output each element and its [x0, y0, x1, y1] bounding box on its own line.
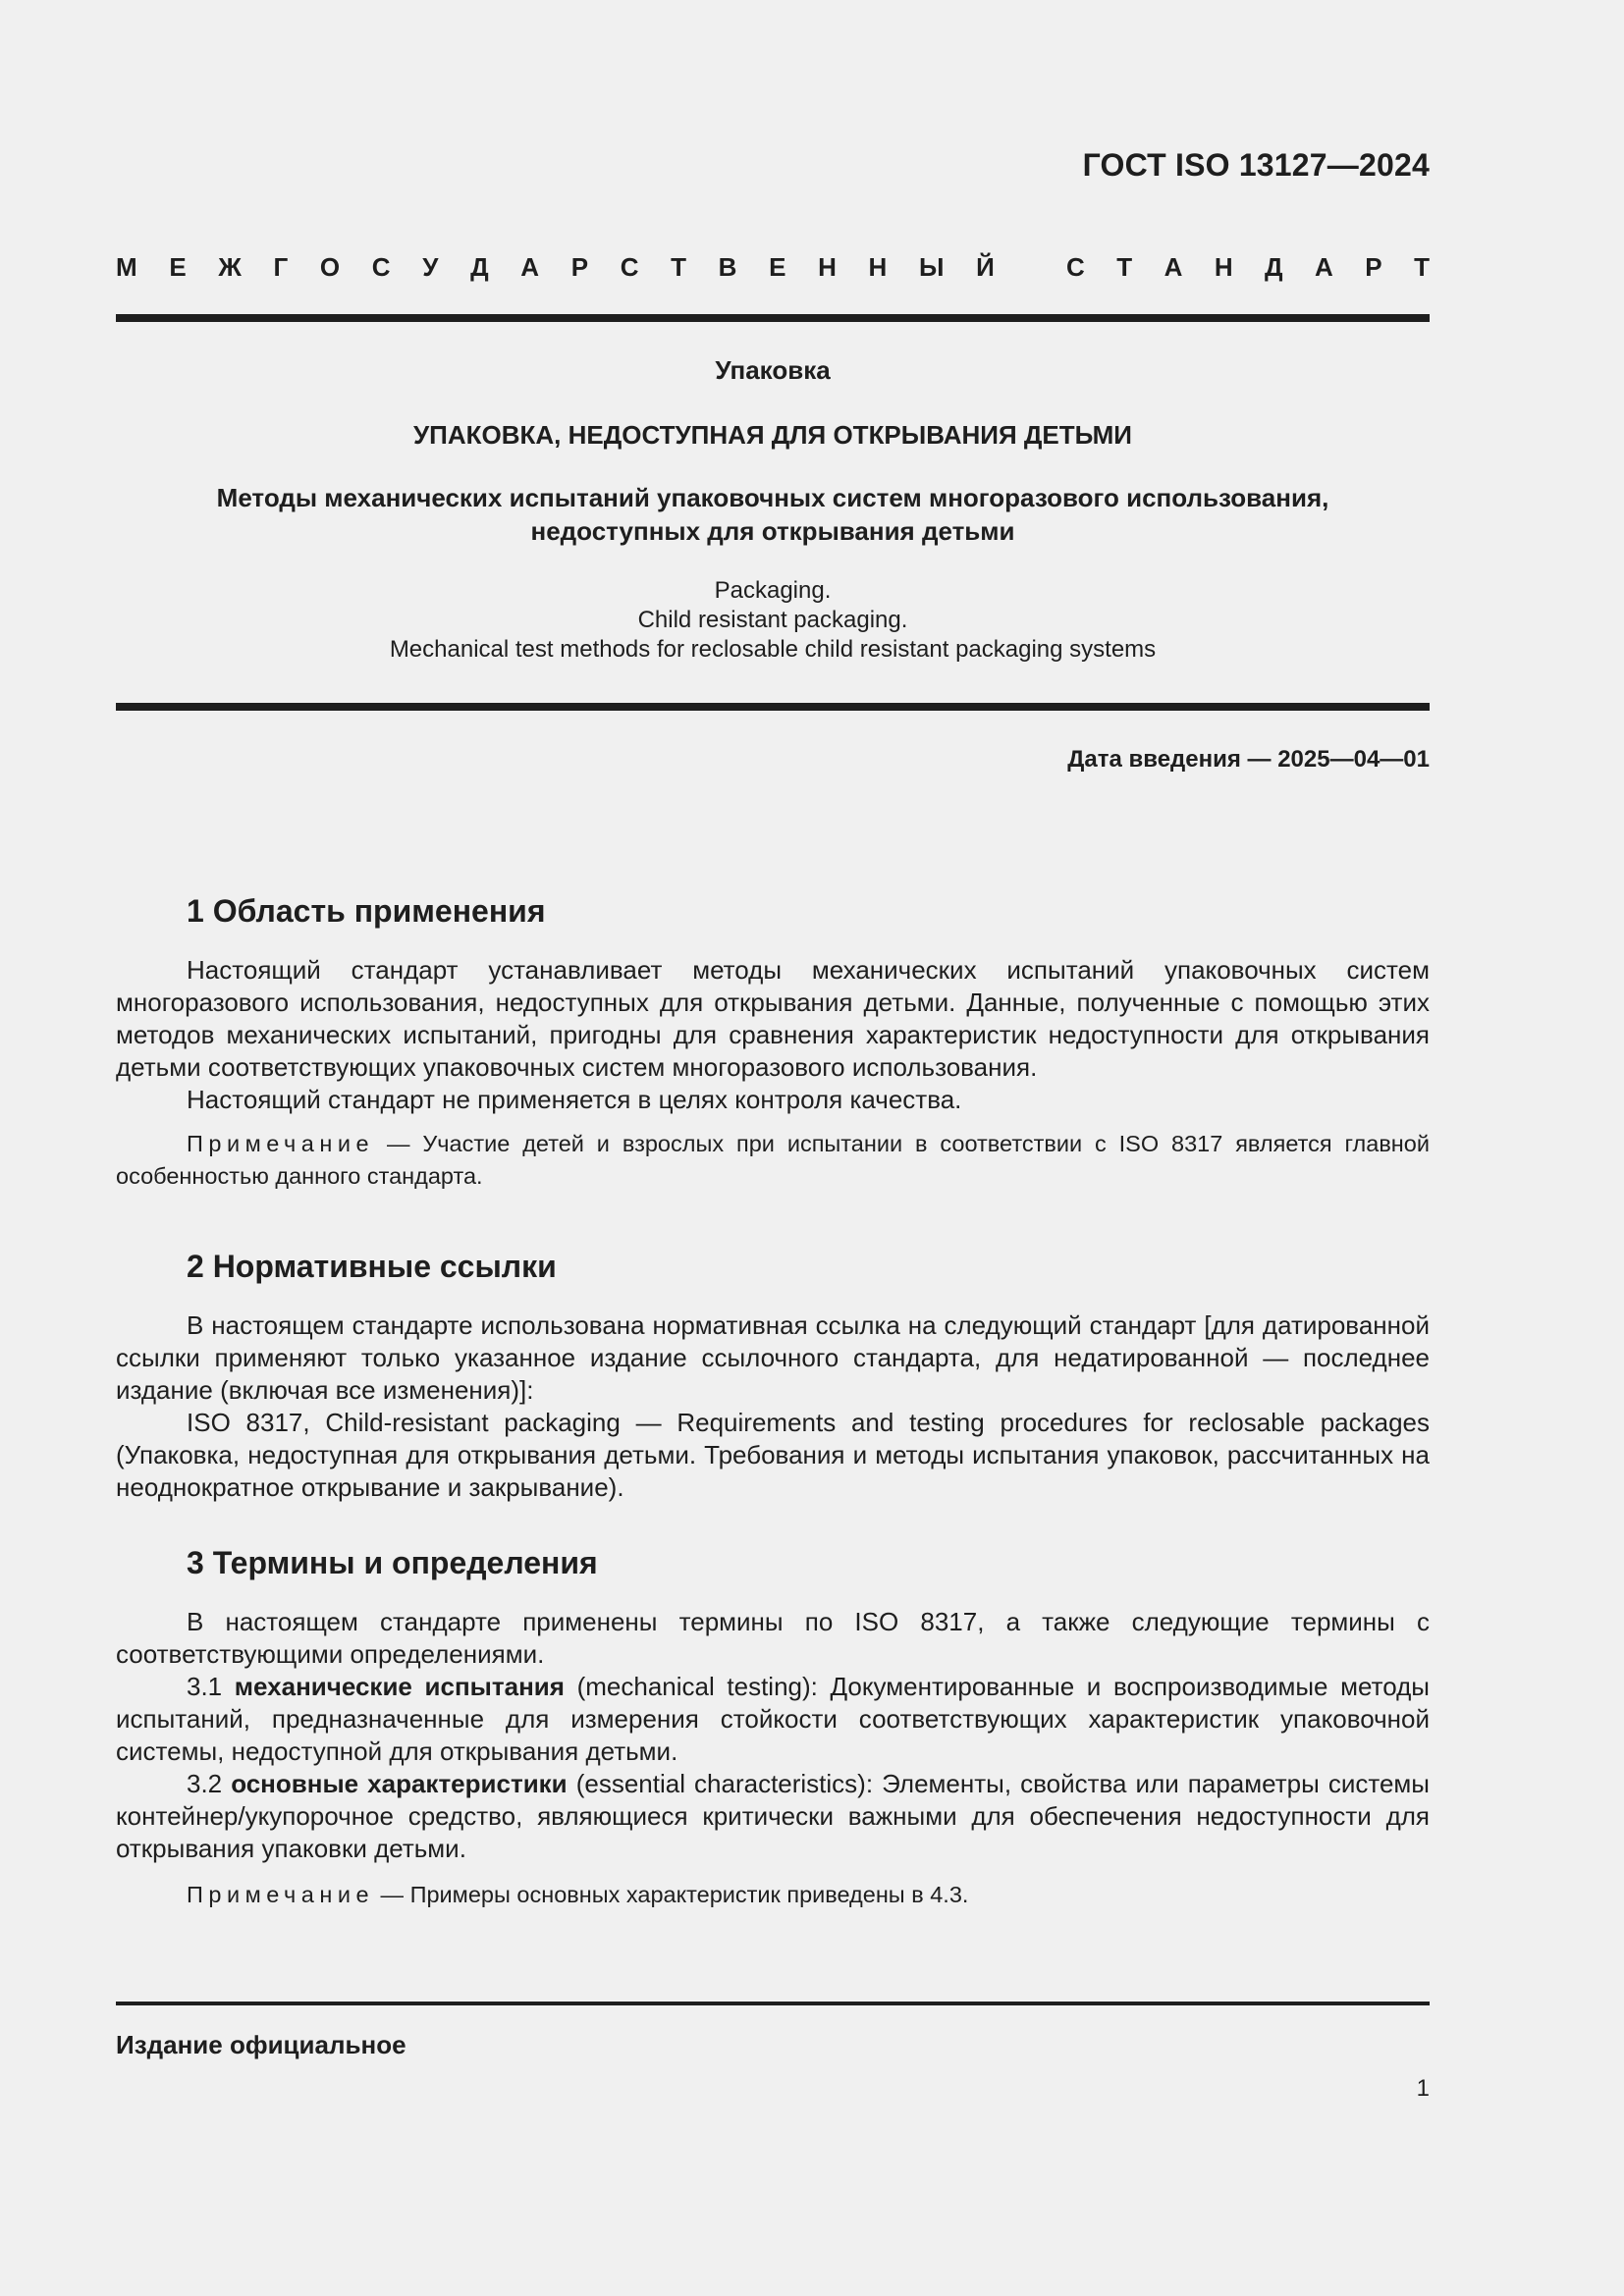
category-word-2	[1066, 252, 1430, 283]
category-letter: Е	[769, 252, 786, 282]
category-letter: С	[620, 252, 639, 282]
title-line-3a: Методы механических испытаний упаковочных систем многоразового использования,	[216, 483, 1329, 512]
category-letter: Е	[169, 252, 187, 282]
section-1-paragraph-2: Настоящий стандарт не применяется в целях контроля качества.	[187, 1085, 962, 1114]
term-3-1-number: 3.1	[187, 1672, 235, 1701]
english-title	[116, 576, 1430, 665]
category-letter: Ы	[918, 252, 945, 282]
category-letter: А	[520, 252, 540, 282]
category-letter: Н	[868, 252, 888, 282]
category-letter: Р	[570, 252, 589, 282]
section-2-paragraph-2: ISO 8317, Child-resistant packaging — Requirements and testing procedures for reclosable packages (Упаковка, недоступная для открывания детьми. Требования и методы испытания упаковок, рассчитанных на неоднократное открывание и закрывание).	[116, 1408, 1430, 1502]
category-letter: Й	[976, 252, 995, 282]
section-3-heading: 3 Термины и определения	[187, 1545, 598, 1580]
category-letter: Д	[470, 252, 489, 282]
section-3-body	[116, 1606, 1430, 1865]
title-line-2: УПАКОВКА, НЕДОСТУПНАЯ ДЛЯ ОТКРЫВАНИЯ ДЕТЬМИ	[412, 420, 1132, 450]
term-3-1	[116, 1671, 1430, 1768]
category-letter: Т	[1414, 252, 1430, 282]
english-title-3: Mechanical test methods for reclosable child resistant packaging systems	[389, 636, 1157, 663]
title-line-1: Упаковка	[715, 355, 831, 385]
category-letter: Г	[273, 252, 289, 282]
term-3-2-definition: (essential characteristics): Элементы, свойства или параметры системы контейнер/укупорочное средство, являющиеся критически важными для обеспечения недоступности для открывания упаковки детьми.	[116, 1769, 1430, 1863]
category-letter: Н	[818, 252, 837, 282]
category-letter: Ж	[218, 252, 242, 282]
term-3-2	[116, 1768, 1430, 1865]
note-label: Примечание	[187, 1131, 375, 1156]
note-text: — Примеры основных характеристик приведены в 4.3.	[374, 1882, 969, 1907]
category-letter: С	[1066, 252, 1085, 282]
english-title-1: Packaging.	[714, 577, 832, 604]
category-letter: Д	[1265, 252, 1283, 282]
english-title-2: Child resistant packaging.	[637, 607, 908, 633]
section-1-paragraph-1: Настоящий стандарт устанавливает методы механических испытаний упаковочных систем многоразового использования, недоступных для открывания детьми. Данные, полученные с помощью этих методов механических испытаний, пригодны для сравнения характеристик недоступности для открывания детьми соответствующих упаковочных систем многоразового использования.	[116, 955, 1430, 1082]
note-label: Примечание	[187, 1882, 375, 1907]
section-2-heading: 2 Нормативные ссылки	[187, 1249, 557, 1284]
note-text: — Участие детей и взрослых при испытании в соответствии с ISO 8317 является главной особенностью данного стандарта.	[116, 1131, 1430, 1189]
category-letter: А	[1315, 252, 1333, 282]
title-rule	[116, 703, 1430, 711]
category-letter: Т	[1116, 252, 1133, 282]
category-letter: Р	[1365, 252, 1382, 282]
document-page	[116, 0, 1430, 2296]
category-letter: О	[319, 252, 341, 282]
footer-rule	[116, 2002, 1430, 2005]
category-word-1	[116, 252, 995, 283]
term-3-1-definition: (mechanical testing): Документированные и воспроизводимые методы испытаний, предназначенные для измерения стойкости соответствующих характеристик упаковочной системы, недоступной для открывания детьми.	[116, 1672, 1430, 1766]
section-1-heading: 1 Область применения	[187, 893, 546, 929]
section-3-paragraph-1: В настоящем стандарте применены термины по ISO 8317, а также следующие термины с соответствующими определениями.	[116, 1607, 1430, 1669]
category-letter: С	[371, 252, 391, 282]
term-3-2-term: основные характеристики	[231, 1769, 568, 1798]
section-1-note	[116, 1128, 1430, 1193]
section-3-note	[116, 1879, 1430, 1911]
standard-category	[116, 252, 1430, 283]
category-letter: Н	[1214, 252, 1233, 282]
term-3-1-term: механические испытания	[234, 1672, 565, 1701]
official-edition: Издание официальное	[116, 2030, 406, 2059]
document-code: ГОСТ ISO 13127—2024	[1082, 147, 1430, 183]
term-3-2-number: 3.2	[187, 1769, 232, 1798]
category-letter: Т	[671, 252, 687, 282]
category-letter: М	[116, 252, 137, 282]
category-letter: В	[718, 252, 737, 282]
section-1-body	[116, 954, 1430, 1116]
section-2-body	[116, 1309, 1430, 1504]
category-letter: У	[422, 252, 439, 282]
category-letter: А	[1164, 252, 1183, 282]
date-of-introduction: Дата введения — 2025—04—01	[1067, 746, 1430, 773]
section-2-paragraph-1: В настоящем стандарте использована нормативная ссылка на следующий стандарт [для датированной ссылки применяют только указанное издание ссылочного стандарта, для недатированной — последнее издание (включая все изменения)]:	[116, 1310, 1430, 1405]
page-number: 1	[1416, 2075, 1430, 2102]
title-line-3	[116, 481, 1430, 548]
header-rule	[116, 314, 1430, 322]
title-line-3b: недоступных для открывания детьми	[530, 516, 1015, 546]
